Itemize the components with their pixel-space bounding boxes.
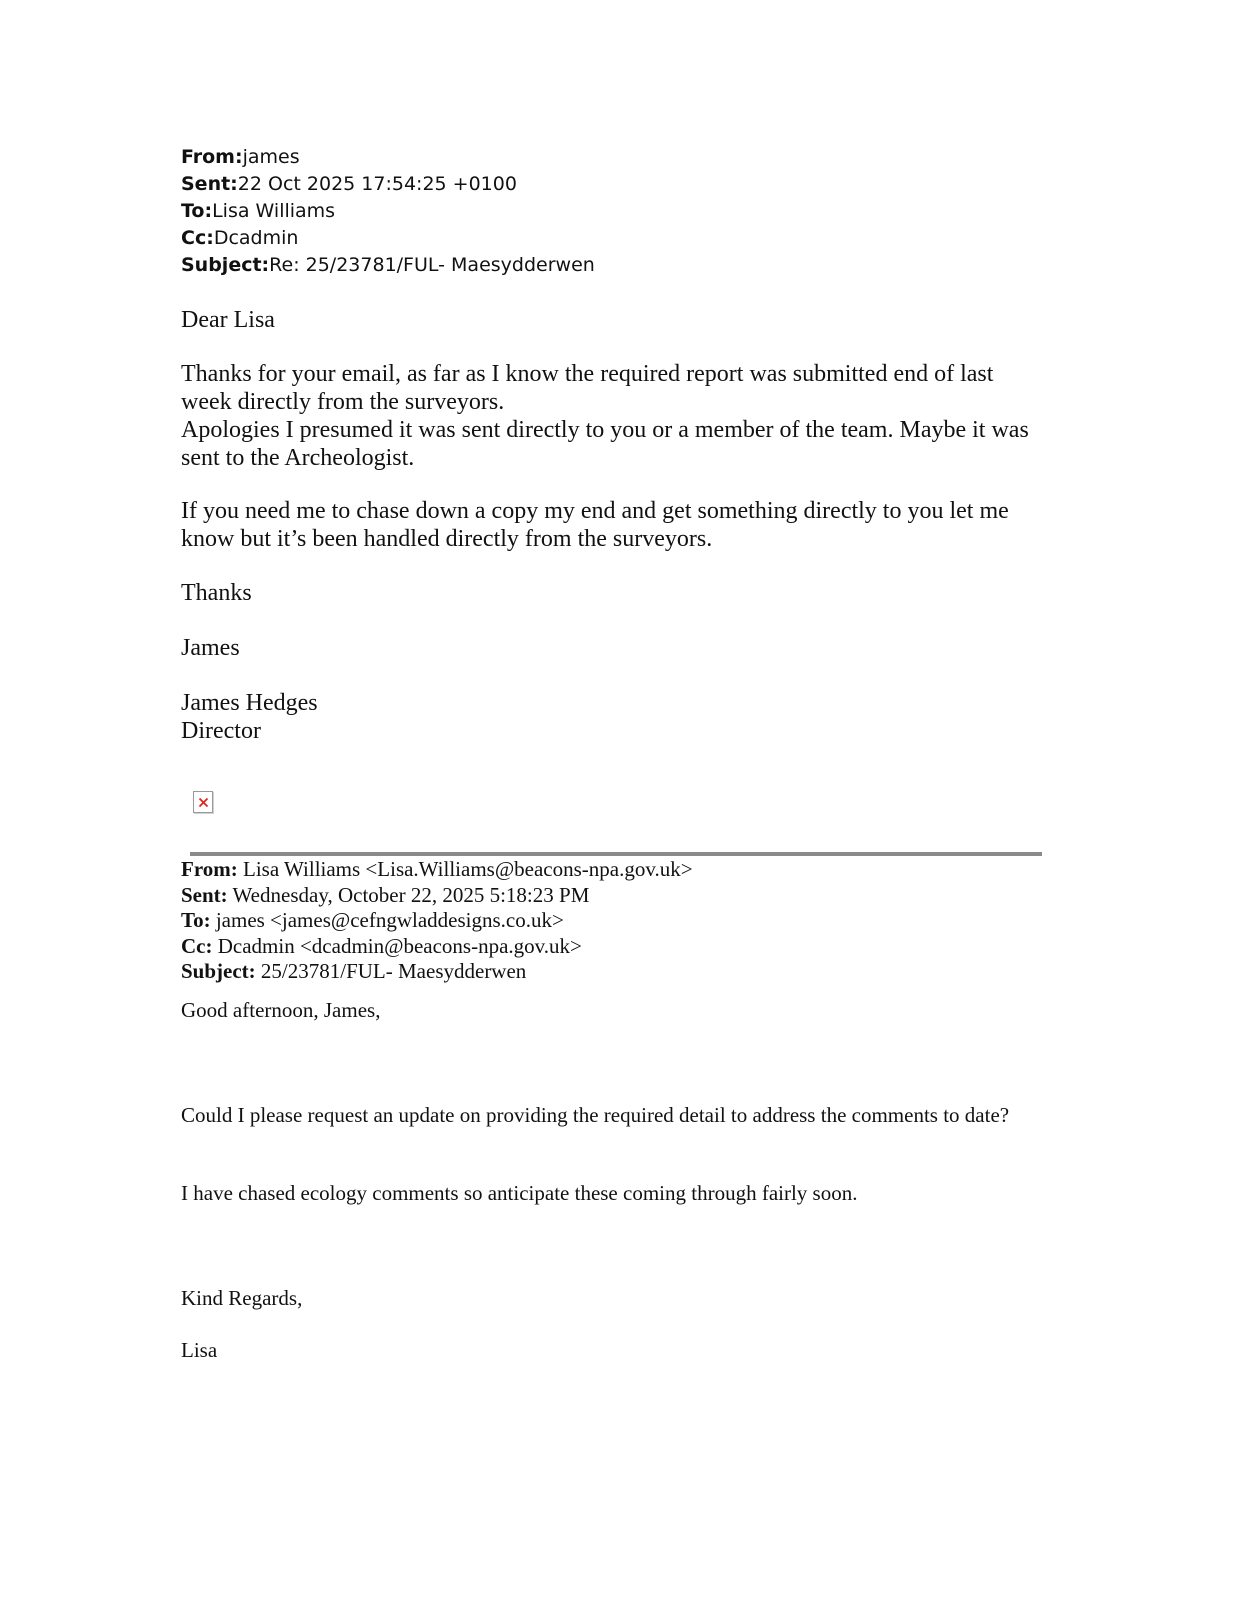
cc-label: Cc:	[181, 933, 213, 958]
original-closing: Kind Regards,	[181, 1286, 303, 1310]
cc-value: Dcadmin <dcadmin@beacons-npa.gov.uk>	[217, 933, 582, 958]
original-subject-row	[181, 959, 693, 985]
reply-header	[181, 144, 595, 279]
reply-cc-row	[181, 225, 595, 252]
signature	[181, 689, 1041, 745]
reply-greeting-block	[181, 306, 1041, 334]
reply-paragraphs	[181, 360, 1041, 472]
from-value: james	[242, 146, 300, 168]
cc-label: Cc:	[181, 227, 214, 249]
reply-thanks-block	[181, 579, 1041, 607]
original-paragraph-block	[181, 1181, 1041, 1207]
broken-image-icon	[193, 791, 213, 813]
original-name-block	[181, 1338, 1041, 1364]
from-label: From:	[181, 146, 243, 168]
reply-subject-row	[181, 252, 595, 279]
subject-label: Subject:	[181, 959, 256, 983]
original-paragraph-block	[181, 1103, 1041, 1129]
sent-label: Sent:	[181, 882, 228, 907]
to-label: To:	[181, 908, 211, 932]
reply-paragraph: Apologies I presumed it was sent directly to you or a member of the team. Maybe it was sent to the Archeologist.	[181, 417, 1029, 471]
original-closing-block	[181, 1286, 1041, 1312]
sent-value: 22 Oct 2025 17:54:25 +0100	[237, 173, 517, 195]
close-icon	[198, 797, 209, 808]
reply-from-row	[181, 144, 595, 171]
sent-value: Wednesday, October 22, 2025 5:18:23 PM	[232, 882, 590, 907]
reply-paragraph-block	[181, 497, 1041, 553]
original-name: Lisa	[181, 1338, 218, 1362]
sent-label: Sent:	[181, 173, 238, 195]
reply-sent-row	[181, 171, 595, 198]
from-label: From:	[181, 857, 238, 881]
original-greeting: Good afternoon, James,	[181, 998, 381, 1022]
original-cc-row	[181, 934, 693, 960]
reply-paragraph: Thanks for your email, as far as I know the required report was submitted end of last week directly from the surveyors.	[181, 361, 994, 415]
to-label: To:	[181, 200, 213, 222]
reply-paragraph: If you need me to chase down a copy my end and get something directly to you let me know but it’s been handled directly from the surveyors.	[181, 498, 1009, 552]
original-sent-row	[181, 883, 693, 909]
reply-thanks: Thanks	[181, 580, 252, 606]
subject-label: Subject:	[181, 254, 270, 276]
from-value: Lisa Williams <Lisa.Williams@beacons-npa.gov.uk>	[243, 857, 693, 881]
reply-greeting: Dear Lisa	[181, 307, 275, 333]
to-value: Lisa Williams	[212, 200, 336, 222]
signature-name: James Hedges	[181, 690, 318, 716]
original-paragraph: I have chased ecology comments so anticipate these coming through fairly soon.	[181, 1181, 858, 1205]
original-header	[181, 857, 693, 985]
reply-signoff-block	[181, 634, 1041, 662]
original-from-row	[181, 857, 693, 883]
subject-value: 25/23781/FUL- Maesydderwen	[260, 959, 527, 983]
reply-to-row	[181, 198, 595, 225]
subject-value: Re: 25/23781/FUL- Maesydderwen	[269, 254, 595, 276]
original-to-row	[181, 908, 693, 934]
original-greeting-block	[181, 998, 1041, 1024]
original-paragraph: Could I please request an update on providing the required detail to address the comments to date?	[181, 1103, 1010, 1127]
to-value: james <james@cefngwladdesigns.co.uk>	[215, 908, 564, 932]
quoted-message-divider	[190, 852, 1042, 856]
cc-value: Dcadmin	[213, 227, 299, 249]
signature-title: Director	[181, 718, 261, 744]
reply-signoff: James	[181, 635, 240, 661]
